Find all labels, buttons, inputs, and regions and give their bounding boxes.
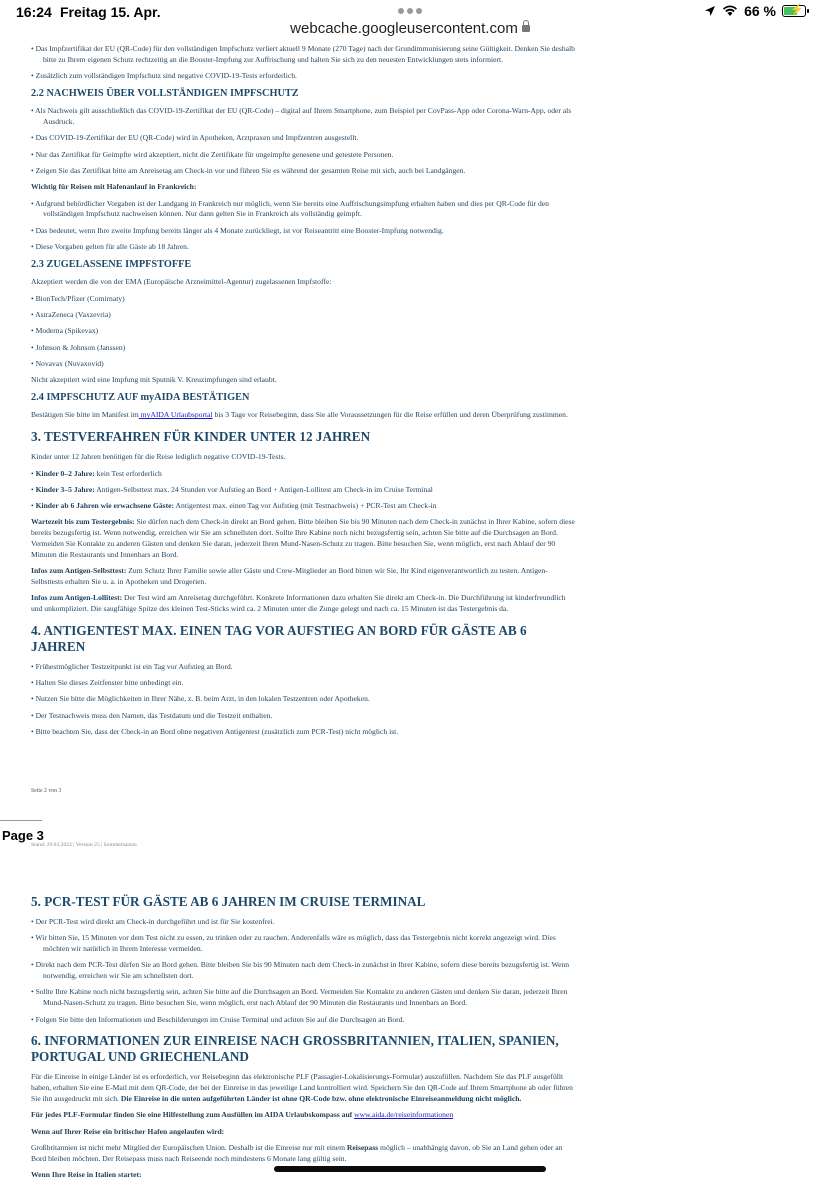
address-bar[interactable]	[0, 20, 820, 44]
list-item: • Wir bitten Sie, 15 Minuten vor dem Test nicht zu essen, zu trinken oder zu rauchen. Anderenfalls wäre es möglich, dass das Testergebnis nicht korrekt angezeigt wird. Dies möchten wir natürlich in Ihrem Interesse vermeiden.	[31, 933, 576, 955]
para-text: möglich – unabhängig davon, ob Sie an Land gehen oder an Bord bleiben möchten. Der Reisepass muss nach Reiseende noch mindestens 6 Monate lang gültig sein.	[31, 1142, 563, 1163]
section-heading-2-4: 2.4 IMPFSCHUTZ AUF myAIDA BESTÄTIGEN	[31, 392, 250, 404]
location-arrow-icon	[704, 5, 716, 17]
charging-bolt-icon: ⚡	[790, 4, 804, 16]
subheading-uk: Wenn auf Ihrer Reise ein britischer Hafen angelaufen wird:	[31, 1126, 225, 1136]
section-heading-5: 5. PCR-TEST FÜR GÄSTE AB 6 JAHREN IM CRUISE TERMINAL	[31, 894, 426, 909]
url-text[interactable]: webcache.googleusercontent.com	[290, 20, 518, 37]
para-text: Für jedes PLF-Formular finden Sie eine Hilfestellung zum Ausfüllen im AIDA Urlaubskompass auf	[31, 1110, 355, 1120]
paragraph	[31, 1072, 576, 1104]
section-heading-2-2: 2.2 NACHWEIS ÜBER VOLLSTÄNDIGEN IMPFSCHUTZ	[31, 88, 299, 100]
wifi-icon	[722, 5, 738, 17]
battery-icon	[782, 5, 806, 17]
paragraph	[31, 410, 576, 421]
list-item: • Der Testnachweis muss den Namen, das Testdatum und die Testzeit enthalten.	[31, 711, 576, 722]
section-heading-6: 6. INFORMATIONEN ZUR EINREISE NACH GROSSBRITANNIEN, ITALIEN, SPANIEN, PORTUGAL UND GRIECHENLAND	[31, 1033, 559, 1065]
list-item: • Aufgrund behördlicher Vorgaben ist der Landgang in Frankreich nur möglich, wenn Sie bereits eine Auffrischungsimpfung erhalten haben und dies per QR-Code für den vollständigen Impfschutz nachweisen können. Nur dann gelten Sie in Frankreich als vollständig geimpft.	[31, 199, 576, 221]
item-label: Kinder 0–2 Jahre:	[35, 468, 95, 478]
list-item	[31, 501, 576, 512]
status-indicators	[704, 3, 806, 19]
list-item: • Halten Sie dieses Zeitfenster bitte unbedingt ein.	[31, 678, 576, 689]
section-heading-3: 3. TESTVERFAHREN FÜR KINDER UNTER 12 JAHREN	[31, 429, 371, 445]
list-item: • Das COVID-19-Zertifikat der EU (QR-Code) wird in Apotheken, Arztpraxen und Impfzentren ausgestellt.	[31, 133, 576, 144]
list-item: • Frühestmöglicher Testzeitpunkt ist ein Tag vor Aufstieg an Bord.	[31, 662, 576, 673]
lock-icon	[522, 25, 530, 32]
battery-percent: 66 %	[744, 3, 776, 19]
para-label: Wartezeit bis zum Testergebnis:	[31, 517, 135, 527]
paragraph	[31, 566, 576, 588]
text: bis 3 Tage vor Reisebeginn, dass Sie alle Voraussetzungen für die Reise erfüllen und deren Überprüfung zustimmen.	[212, 410, 568, 420]
section-heading-2-3: 2.3 ZUGELASSENE IMPFSTOFFE	[31, 259, 192, 271]
list-item: • Nutzen Sie bitte die Möglichkeiten in Ihrer Nähe, z. B. beim Arzt, in den lokalen Testzentren oder Apotheken.	[31, 694, 576, 705]
status-time: 16:24	[16, 4, 52, 20]
paragraph	[31, 593, 576, 615]
list-item: • Das bedeutet, wenn Ihre zweite Impfung bereits länger als 4 Monate zurückliegt, ist vor Reiseantritt eine Booster-Impfung notwendig.	[31, 226, 576, 237]
important-note-heading: Wichtig für Reisen mit Hafenanlauf in Frankreich:	[31, 182, 197, 192]
paragraph	[31, 1110, 576, 1121]
intro-list	[31, 44, 576, 82]
item-text: kein Test erforderlich	[94, 468, 162, 478]
home-indicator[interactable]	[274, 1166, 546, 1172]
multitasking-dots-icon[interactable]	[398, 8, 422, 14]
list-item	[31, 485, 576, 496]
document-page-3	[31, 886, 576, 1186]
list-item: • Folgen Sie bitte den Informationen und Beschilderungen im Cruise Terminal und achten Sie auf die Durchsagen an Bord.	[31, 1015, 576, 1026]
item-text: Antigentest max. einen Tag vor Aufstieg (mit Testnachweis) + PCR-Test am Check-in	[174, 501, 437, 511]
item-text: Antigen-Selbsttest max. 24 Stunden vor Aufstieg an Bord + Antigen-Lollitest am Check-in im Cruise Terminal	[94, 484, 433, 494]
para-text: Der Test wird am Anreisetag durchgeführt. Konkrete Informationen dazu erhalten Sie direkt am Check-in. Die Durchführung ist kinderfreundlich und unkompliziert. Die saugfähige Spitze des kleinen Test-Sticks wird ca. 2 Minuten unter die Zunge gelegt und nach ca. 15 Minuten ist das Testergebnis da.	[31, 593, 566, 613]
item-label: Kinder ab 6 Jahren wie erwachsene Gäste:	[35, 501, 175, 511]
vaccine-item: • Johnson & Johnson (Janssen)	[31, 343, 576, 354]
para-text: Großbritannien ist nicht mehr Mitglied der Europäischen Union. Deshalb ist die Einreise nur mit einem	[31, 1142, 347, 1152]
reiseinformationen-link[interactable]: www.aida.de/reiseinformationen	[354, 1110, 454, 1120]
list-item: • Als Nachweis gilt ausschließlich das COVID-19-Zertifikat der EU (QR-Code) – digital auf Ihrem Smartphone, zum Beispiel per CovPass-App oder Corona-Warn-App, oder als Ausdruck.	[31, 106, 576, 128]
para-text: Sie dürfen nach dem Check-in direkt an Bord gehen. Bitte bleiben Sie bis 90 Minuten nach dem Check-in zunächst in Ihrer Kabine, sofern diese bereits bezugsfertig ist. Wenn notwendig, erreichen wir Sie am schnellsten dort. Sollte Ihre Kabine noch nicht bezugsfertig sein, achten Sie bitte auf die Durchsagen an Bord. Vermeiden Sie Kontakte zu anderen Gästen und denken Sie daran, jederzeit Ihren Mund-Nasen-Schutz zu tragen. Bitte besuchen Sie, wenn möglich, erst nach Ablauf der 90 Minuten die Restaurants und Innenbars an Bord.	[31, 517, 575, 559]
vaccine-item: • AstraZeneca (Vaxzevria)	[31, 310, 576, 321]
paragraph: Kinder unter 12 Jahren benötigen für die Reise lediglich negative COVID-19-Tests.	[31, 452, 286, 462]
paragraph	[31, 517, 576, 560]
item-label: Kinder 3–5 Jahre:	[35, 484, 95, 494]
para-bold-text: Reisepass	[346, 1142, 379, 1152]
text: Bestätigen Sie bitte im Manifest im	[31, 410, 139, 420]
list-item: • Zusätzlich zum vollständigen Impfschutz sind negative COVID-19-Tests erforderlich.	[31, 71, 576, 82]
list-item: • Nur das Zertifikat für Geimpfte wird akzeptiert, nicht die Zertifikate für ungeimpfte genesene und getestete Personen.	[31, 150, 576, 161]
list-item	[31, 469, 576, 480]
para-bold-text: Die Einreise in die unten aufgeführten Länder ist ohne QR-Code bzw. ohne elektronische Einreiseanmeldung nicht möglich.	[120, 1093, 522, 1103]
list-item: • Direkt nach dem PCR-Test dürfen Sie an Bord gehen. Bitte bleiben Sie bis 90 Minuten nach dem Check-in zunächst in Ihrer Kabine, sofern diese bereits bezugsfertig ist. Wenn notwendig, erreichen wir Sie am schnellsten dort.	[31, 960, 576, 982]
vaccine-item: • Moderna (Spikevax)	[31, 326, 576, 337]
page-label: Page 3	[2, 828, 44, 843]
document-page-2	[31, 44, 576, 743]
subheading-italy: Wenn Ihre Reise in Italien startet:	[31, 1169, 142, 1179]
paragraph: Nicht akzeptiert wird eine Impfung mit Sputnik V. Kreuzimpfungen sind erlaubt.	[31, 375, 277, 385]
page-footer: Seite 2 von 3	[31, 788, 62, 794]
status-date: Freitag 15. Apr.	[60, 4, 161, 20]
list-item: • Das Impfzertifikat der EU (QR-Code) für den vollständigen Impfschutz verliert aktuell 9 Monate (270 Tage) nach der Grundimmunisierung seine Gültigkeit. Denken Sie deshalb bitte zu Ihrem eigenen Schutz rechtzeitig an die Booster-Impfung zur Auffrischung und halten Sie sich zu den neuesten Entwicklungen stets informiert.	[31, 44, 576, 66]
section-heading-4: 4. ANTIGENTEST MAX. EINEN TAG VOR AUFSTIEG AN BORD FÜR GÄSTE AB 6 JAHREN	[31, 622, 527, 654]
para-label: Infos zum Antigen-Selbsttest:	[31, 566, 127, 576]
list-item: • Bitte beachten Sie, dass der Check-in an Bord ohne negativen Antigentest (zusätzlich zum PCR-Test) nicht möglich ist.	[31, 727, 576, 738]
version-stamp: Stand: 29.03.2022 | Version 25 | Sommersaison	[31, 842, 137, 848]
paragraph: Akzeptiert werden die von der EMA (Europäische Arzneimittel-Agentur) zugelassenen Impfstoffe:	[31, 277, 332, 287]
para-label: Infos zum Antigen-Lollitest:	[31, 593, 123, 603]
list-item: • Sollte Ihre Kabine noch nicht bezugsfertig sein, achten Sie bitte auf die Durchsagen an Bord. Vermeiden Sie Kontakte zu anderen Gästen und denken Sie daran, jederzeit Ihren Mund-Nasen-Schutz zu tragen. Bitte besuchen Sie, wenn möglich, erst nach Ablauf der 90 Minuten die Restaurants und Innenbars an Bord.	[31, 987, 576, 1009]
list-item: • Diese Vorgaben gelten für alle Gäste ab 18 Jahren.	[31, 242, 576, 253]
list-item: • Zeigen Sie das Zertifikat bitte am Anreisetag am Check-in vor und führen Sie es während der gesamten Reise mit sich, auch bei Landgängen.	[31, 166, 576, 177]
para-text: Zum Schutz Ihrer Familie sowie aller Gäste und Crew-Mitglieder an Bord bitten wir Sie, Ihr Kind eigenverantwortlich zu testen. Antigen-Selbsttests erhalten Sie u. a. in Apotheken und Drogerien.	[31, 566, 548, 586]
vaccine-item: • Novavax (Nuvaxovid)	[31, 359, 576, 370]
list-item: • Der PCR-Test wird direkt am Check-in durchgeführt und ist für Sie kostenfrei.	[31, 917, 576, 928]
page-divider	[0, 820, 42, 821]
myaida-portal-link[interactable]: myAIDA Urlaubsportal	[138, 410, 213, 420]
para-text: Für die Einreise in einige Länder ist es erforderlich, vor Reisebeginn das elektronische PLF (Passagier-Lokalisierungs-Formular) auszufüllen. Nachdem Sie das PLF ausgefüllt haben, erhalten Sie eine E-Mail mit dem QR-Code, der bei der Einreise in das jeweilige Land kontrolliert wird. Speichern Sie den QR-Code auf Ihrem Smartphone ab oder führen Sie ihn ausgedruckt mit sich.	[31, 1072, 573, 1103]
paragraph	[31, 1143, 576, 1165]
vaccine-item: • BionTech/Pfizer (Comirnaty)	[31, 294, 576, 305]
